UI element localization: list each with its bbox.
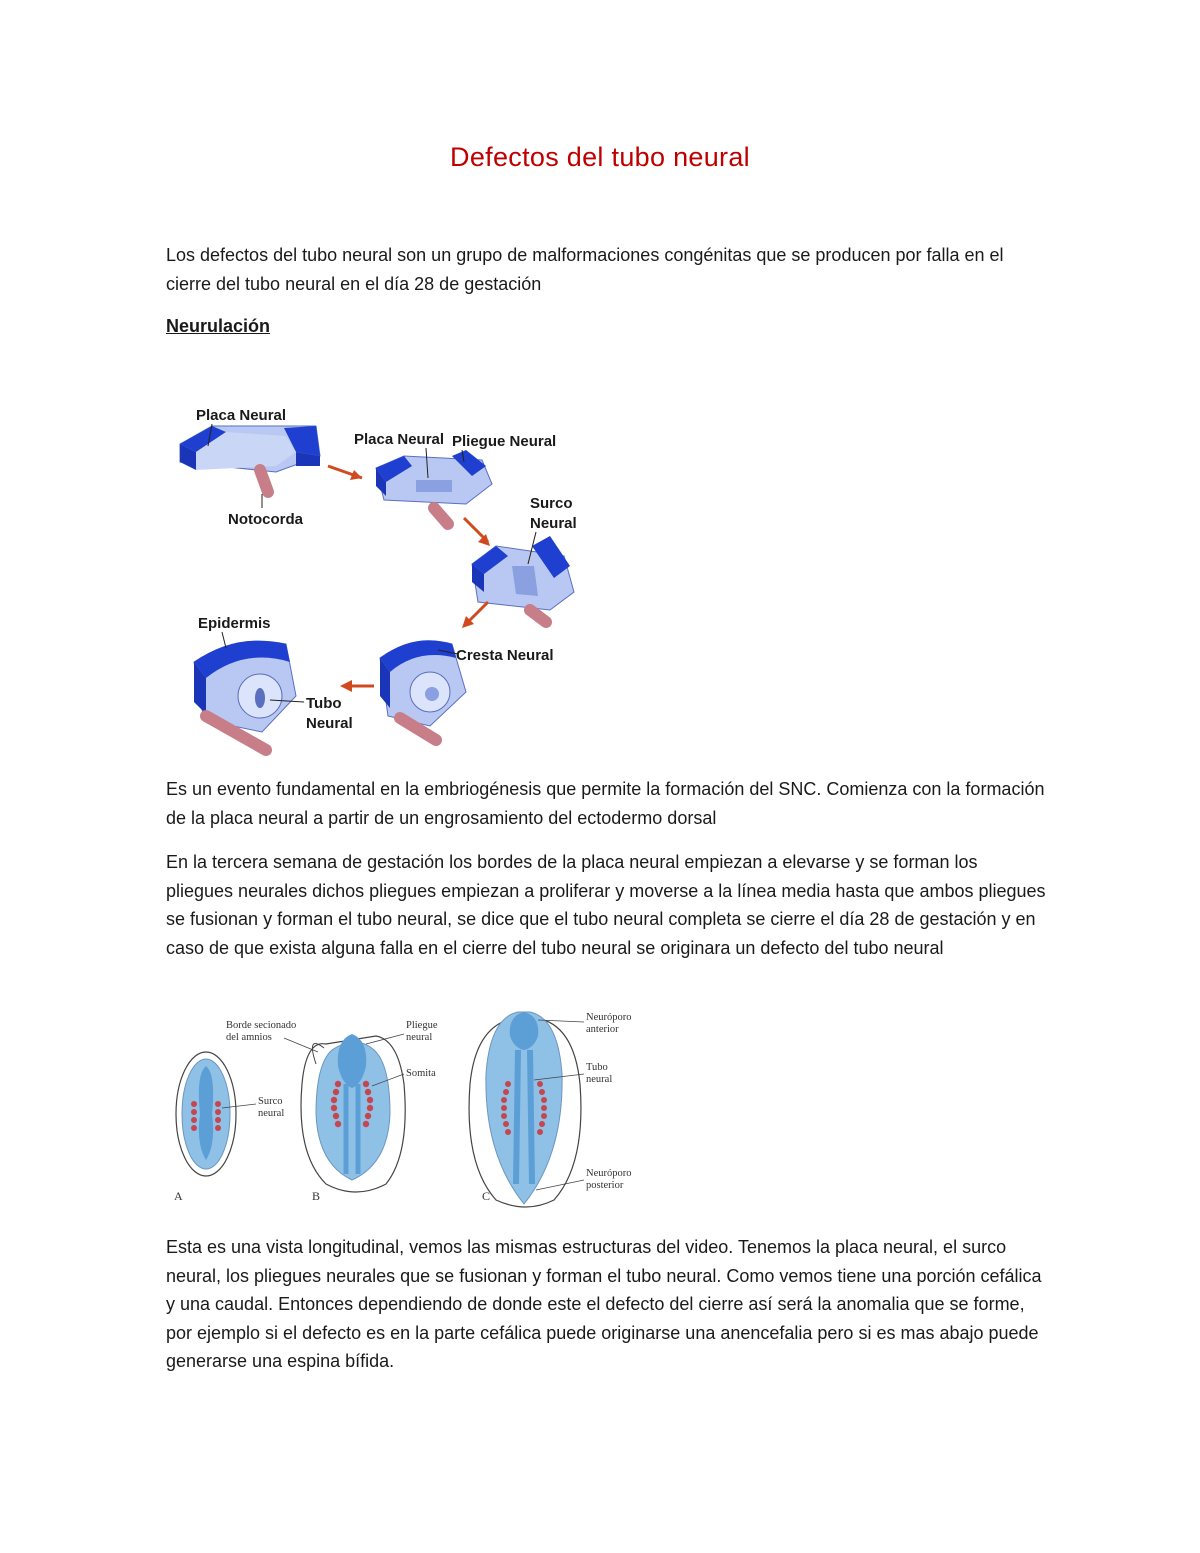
document-title: Defectos del tubo neural xyxy=(450,142,750,172)
label-tubo-neural: Neural xyxy=(306,715,353,732)
label-placa-neural-1: Placa Neural xyxy=(196,407,287,424)
label-borde-2: del amnios xyxy=(226,1032,272,1043)
label-placa-neural-2: Placa Neural xyxy=(354,431,445,448)
label-notocorda: Notocorda xyxy=(228,511,303,528)
label-neuroporo-anterior-2: anterior xyxy=(586,1024,619,1035)
label-panel-c: C xyxy=(482,1189,491,1203)
label-panel-b: B xyxy=(312,1189,321,1203)
label-panel-a: A xyxy=(174,1189,183,1203)
neurulation-diagram xyxy=(166,396,582,756)
embryo-panel-b xyxy=(301,1034,405,1192)
label-pliegue-2: neural xyxy=(406,1032,433,1043)
label-tubo: Tubo xyxy=(306,695,342,712)
label-borde-1: Borde secionado xyxy=(226,1020,297,1031)
section-heading-neurulacion: Neurulación xyxy=(166,316,271,336)
embryo-panel-c xyxy=(469,1012,581,1207)
label-surco-neural-1: Surco xyxy=(258,1096,283,1107)
label-pliegue-neural: Pliegue Neural xyxy=(452,433,557,450)
longitudinal-view-diagram xyxy=(166,1004,636,1214)
label-neuroporo-anterior-1: Neuróporo xyxy=(586,1012,632,1023)
label-surco: Surco xyxy=(530,495,573,512)
label-epidermis: Epidermis xyxy=(198,615,271,632)
paragraph-3: Esta es una vista longitudinal, vemos las mismas estructuras del video. Tenemos la placa neural, el surco neural, los pliegues neurales que se fusionan y forman el tubo neural. Como vemos tiene una porción cefálica y una caudal. Entonces dependiendo de donde este el defecto del cierre así será la anomalia que se forme, por ejemplo si el defecto es en la parte cefálica puede originarse una anencefalia pero si es mas abajo puede generarse una espina bífida. xyxy=(166,1237,1042,1372)
label-neuroporo-posterior-2: posterior xyxy=(586,1180,624,1191)
label-surco-neural: Neural xyxy=(530,515,577,532)
embryo-panel-a xyxy=(176,1052,236,1176)
label-somita: Somita xyxy=(406,1068,436,1079)
label-tubo-neural-2: neural xyxy=(586,1074,613,1085)
paragraph-2: En la tercera semana de gestación los bordes de la placa neural empiezan a elevarse y se forman los pliegues neurales dichos pliegues empiezan a proliferar y moverse a la línea media hasta que ambos pliegues se fusionan y forman el tubo neural, se dice que el tubo neural completa se cierre el día 28 de gestación y en caso de que exista alguna falla en el cierre del tubo neural se originara un defecto del tubo neural xyxy=(166,852,1046,958)
intro-paragraph: Los defectos del tubo neural son un grupo de malformaciones congénitas que se producen por falla en el cierre del tubo neural en el día 28 de gestación xyxy=(166,245,1004,294)
paragraph-1: Es un evento fundamental en la embriogénesis que permite la formación del SNC. Comienza con la formación de la placa neural a partir de un engrosamiento del ectodermo dorsal xyxy=(166,779,1045,828)
label-cresta-neural: Cresta Neural xyxy=(456,647,554,664)
label-tubo-neural-1: Tubo xyxy=(586,1062,608,1073)
label-neuroporo-posterior-1: Neuróporo xyxy=(586,1168,632,1179)
label-surco-neural-2: neural xyxy=(258,1108,285,1119)
label-pliegue-1: Pliegue xyxy=(406,1020,438,1031)
